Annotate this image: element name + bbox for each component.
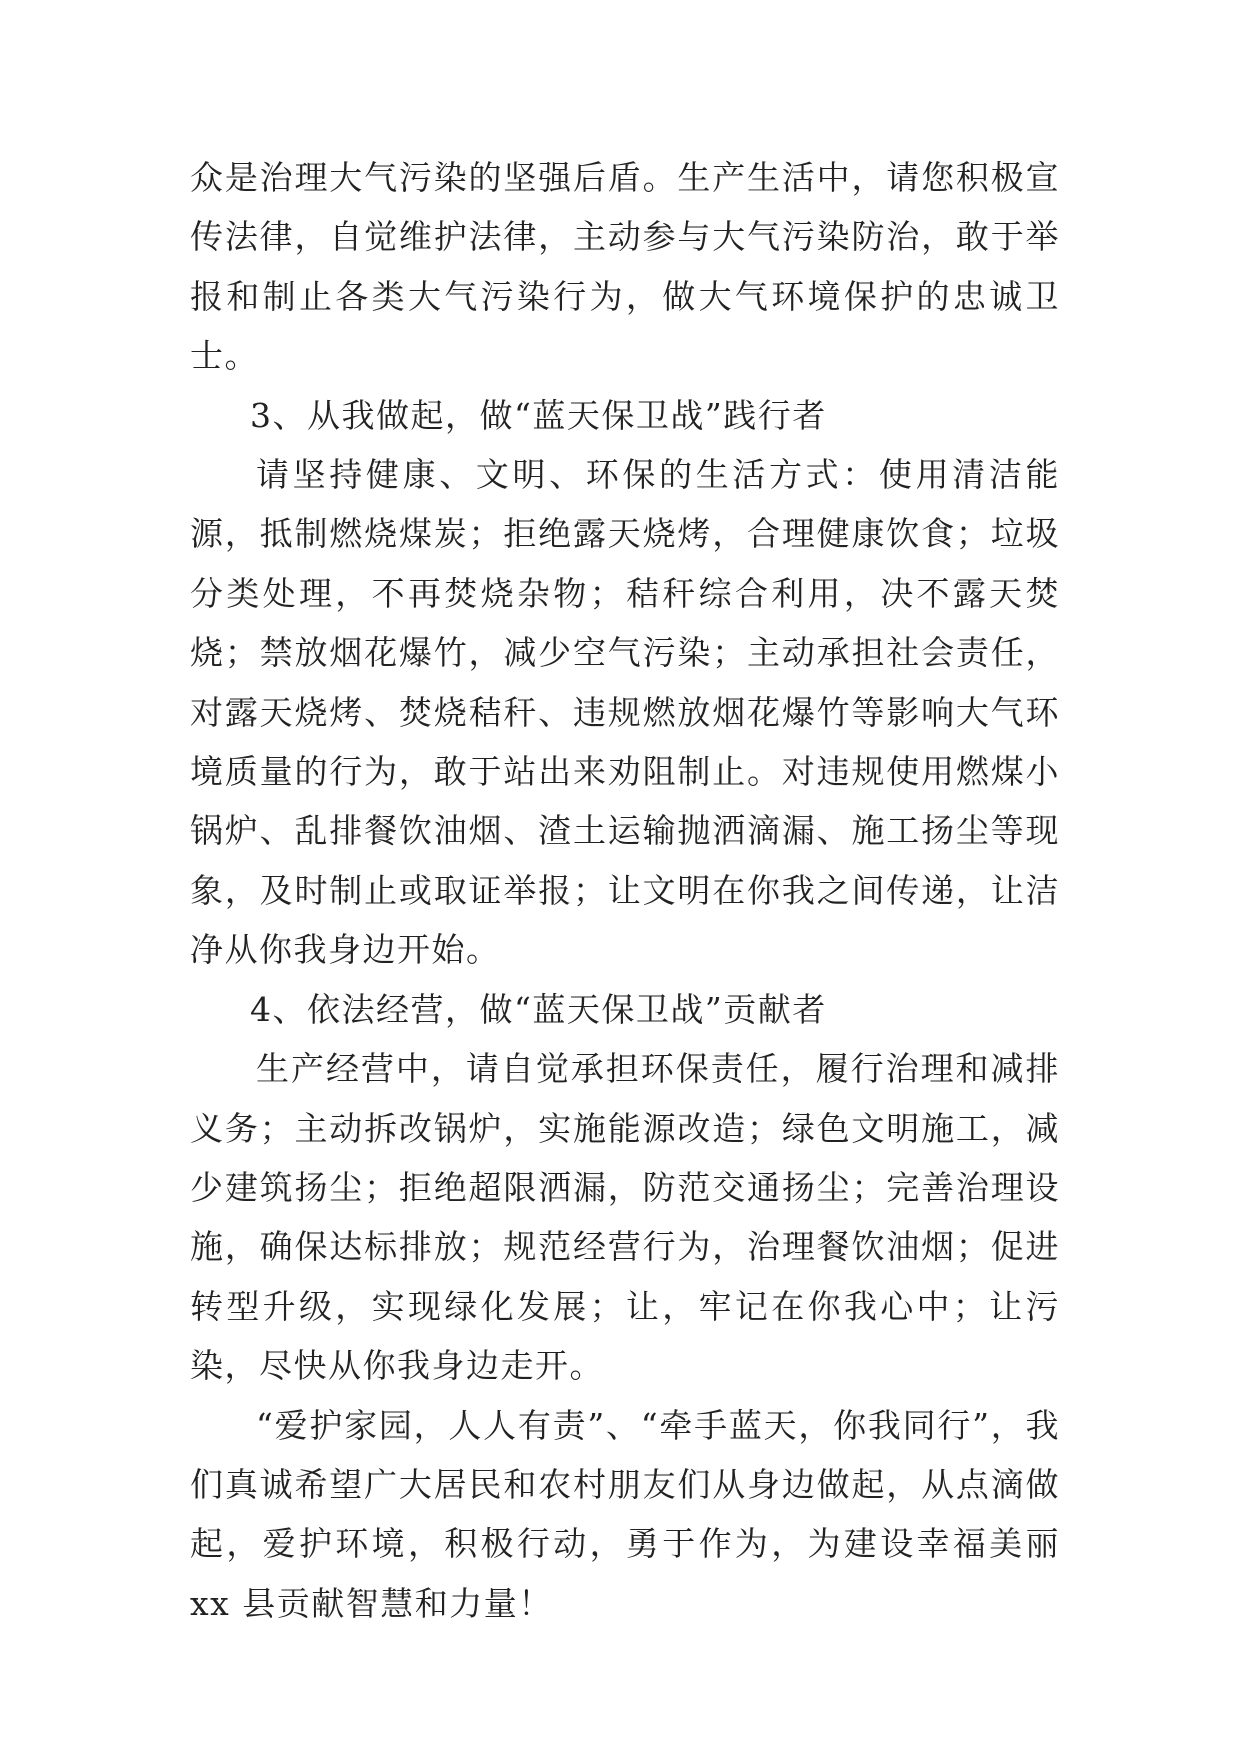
paragraph-business: 生产经营中，请自觉承担环保责任，履行治理和减排义务；主动拆改锅炉，实施能源改造；绿色文明施工，减少建筑扬尘；拒绝超限洒漏，防范交通扬尘；完善治理设施，确保达标排放；规范经营行为，治理餐饮油烟；促进转型升级，实现绿化发展；让，牢记在你我心中；让污染，尽快从你我身边走开。: [190, 1049, 1060, 1386]
section-heading-3: 3、从我做起，做“蓝天保卫战”践行者: [250, 395, 827, 435]
document-body: [190, 148, 1060, 1633]
paragraph-closing: “爱护家园，人人有责”、“牵手蓝天，你我同行”，我们真诚希望广大居民和农村朋友们从身边做起，从点滴做起，爱护环境，积极行动，勇于作为，为建设幸福美丽 xx 县贡献智慧和力量！: [190, 1405, 1060, 1623]
paragraph-continued: 众是治理大气污染的坚强后盾。生产生活中，请您积极宣传法律，自觉维护法律，主动参与大气污染防治，敢于举报和制止各类大气污染行为，做大气环境保护的忠诚卫士。: [190, 158, 1060, 376]
paragraph-lifestyle: 请坚持健康、文明、环保的生活方式：使用清洁能源，抵制燃烧煤炭；拒绝露天烧烤，合理健康饮食；垃圾分类处理，不再焚烧杂物；秸秆综合利用，决不露天焚烧；禁放烟花爆竹，减少空气污染；主动承担社会责任，对露天烧烤、焚烧秸秆、违规燃放烟花爆竹等影响大气环境质量的行为，敢于站出来劝阻制止。对违规使用燃煤小锅炉、乱排餐饮油烟、渣土运输抛洒滴漏、施工扬尘等现象，及时制止或取证举报；让文明在你我之间传递，让洁净从你我身边开始。: [190, 455, 1060, 970]
section-heading-4: 4、依法经营，做“蓝天保卫战”贡献者: [250, 989, 827, 1029]
